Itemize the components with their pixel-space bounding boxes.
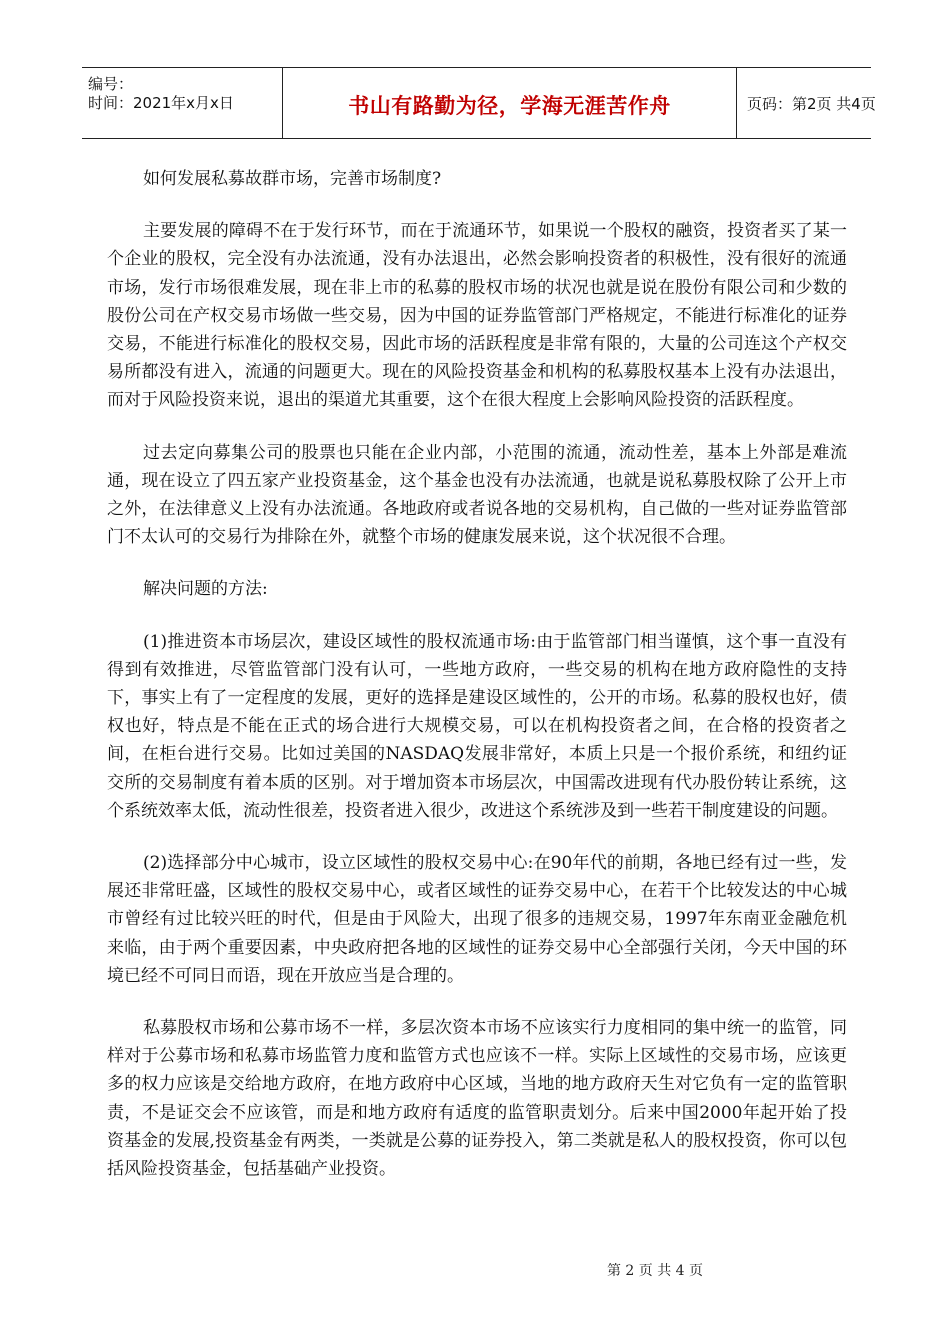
paragraph-history: 过去定向募集公司的股票也只能在企业内部，小范围的流通，流动性差，基本上外部是难流通，现在设立了四五家产业投资基金，这个基金也没有办法流通，也就是说私募股权除了公开上市之外，在法律意义上没有办法流通。各地政府或者说各地的交易机构，自己做的一些对证券监管部门不太认可的交易行为排除在外，就整个市场的健康发展来说，这个状况很不合理。 xyxy=(107,442,847,548)
header-page-code: 页码：第2页 共4页 xyxy=(747,95,876,113)
document-body xyxy=(107,165,847,1207)
paragraph-main-obstacle: 主要发展的障碍不在于发行环节，而在于流通环节，如果说一个股权的融资，投资者买了某一个企业的股权，完全没有办法流通，没有办法退出，必然会影响投资者的积极性，没有很好的流通市场，发行市场很难发展，现在非上市的私募的股权市场的状况也就是说在股份有限公司和少数的股份公司在产权交易市场做一些交易，因为中国的证券监管部门严格规定，不能进行标准化的证券交易，不能进行标准化的股权交易，因此市场的活跃程度是非常有限的，大量的公司连这个产权交易所都没有进入，流通的问题更大。现在的风险投资基金和机构的私募股权基本上没有办法退出，而对于风险投资来说，退出的渠道尤其重要，这个在很大程度上会影响风险投资的活跃程度。 xyxy=(107,221,847,411)
header-meta-cell xyxy=(82,68,283,138)
header-motto: 书山有路勤为径，学海无涯苦作舟 xyxy=(348,94,671,118)
document-number-label: 编号： xyxy=(88,75,134,93)
paragraph-solution-2: (2)选择部分中心城市，设立区域性的股权交易中心:在90年代的前期，各地已经有过一些，发展还非常旺盛，区域性的股权交易中心，或者区域性的证券交易中心，在若干个比较发达的中心城市曾经有过比较兴旺的时代，但是由于风险大，出现了很多的违规交易，1997年东南亚金融危机来临，由于两个重要因素，中央政府把各地的区域性的证券交易中心全部强行关闭，今天中国的环境已经不可同日而语，现在开放应当是合理的。 xyxy=(107,853,847,986)
document-time-label: 时间：2021年x月x日 xyxy=(88,94,234,112)
page-header xyxy=(82,67,876,139)
header-page-cell xyxy=(737,68,876,138)
header-motto-cell xyxy=(283,68,737,138)
paragraph-solution-1: (1)推进资本市场层次，建设区域性的股权流通市场:由于监管部门相当谨慎，这个事一直没有得到有效推进，尽管监管部门没有认可，一些地方政府，一些交易的机构在地方政府隐性的支持下，事实上有了一定程度的发展，更好的选择是建设区域性的，公开的市场。私募的股权也好，债权也好，特点是不能在正式的场合进行大规模交易，可以在机构投资者之间，在合格的投资者之间，在柜台进行交易。比如过美国的NASDAQ发展非常好，本质上只是一个报价系统，和纽约证交所的交易制度有着本质的区别。对于增加资本市场层次，中国需改进现有代办股份转让系统，这个系统效率太低，流动性很差，投资者进入很少，改进这个系统涉及到一些若干制度建设的问题。 xyxy=(107,631,847,821)
paragraph-regulation: 私募股权市场和公募市场不一样，多层次资本市场不应该实行力度相同的集中统一的监管，同样对于公募市场和私募市场监管力度和监管方式也应该不一样。实际上区域性的交易市场，应该更多的权力应该是交给地方政府，在地方政府中心区域，当地的地方政府天生对它负有一定的监管职责，不是证交会不应该管，而是和地方政府有适度的监管职责划分。后来中国2000年起开始了投资基金的发展,投资基金有两类，一类就是公募的证券投入，第二类就是私人的股权投资，你可以包括风险投资基金，包括基础产业投资。 xyxy=(107,1018,847,1180)
paragraph-question: 如何发展私募故群市场，完善市场制度? xyxy=(143,169,442,189)
page-footer: 第 2 页 共 4 页 xyxy=(606,1263,704,1279)
paragraph-solution-heading: 解决问题的方法: xyxy=(143,579,268,600)
